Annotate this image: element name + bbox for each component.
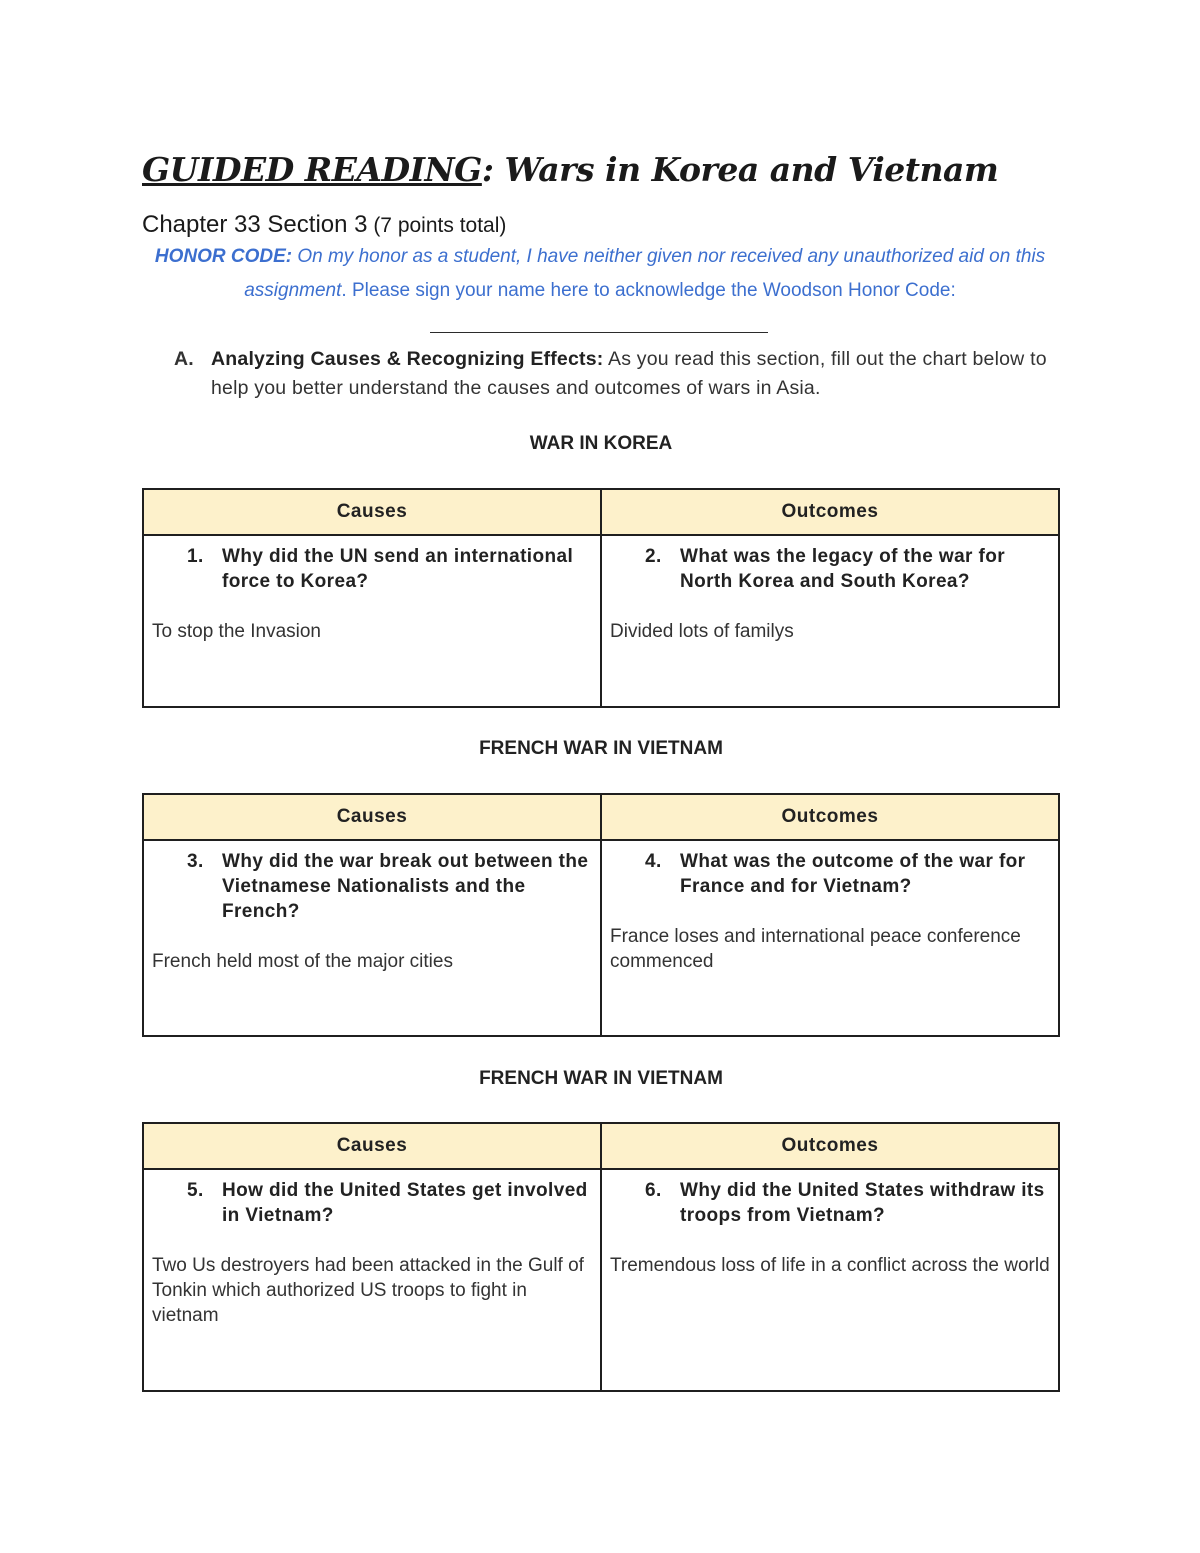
cause-cell[interactable] <box>143 535 601 707</box>
causes-header: Causes <box>143 1123 601 1169</box>
question <box>152 849 592 924</box>
outcome-cell[interactable] <box>601 840 1059 1036</box>
question <box>610 544 1050 594</box>
answer-text: To stop the Invasion <box>152 621 321 642</box>
section-heading: Analyzing Causes & Recognizing Effects: <box>211 348 604 370</box>
question <box>610 1178 1050 1228</box>
cause-cell[interactable] <box>143 840 601 1036</box>
answer-text: Two Us destroyers had been attacked in the Gulf of Tonkin which authorized US troops to fight in vietnam <box>152 1255 584 1326</box>
title-rest: : Wars in Korea and Vietnam <box>481 150 999 189</box>
honor-code-label: HONOR CODE: <box>154 246 293 267</box>
outcomes-header: Outcomes <box>601 489 1059 535</box>
section-a-instructions <box>174 345 1054 403</box>
title-main: GUIDED READING <box>142 150 482 189</box>
question-number: 1. <box>187 546 204 567</box>
causes-header: Causes <box>143 794 601 840</box>
question-number: 4. <box>645 851 662 872</box>
honor-code <box>150 240 1050 308</box>
chart-title-us-war: FRENCH WAR IN VIETNAM <box>479 1068 723 1089</box>
question-number: 5. <box>187 1180 204 1201</box>
cause-cell[interactable] <box>143 1169 601 1391</box>
chapter-section: Chapter 33 Section 3 <box>142 211 368 238</box>
section-text: As you read this section, fill out the chart below to help you better understand the causes and outcomes of wars in Asia. <box>211 348 1047 399</box>
question-number: 6. <box>645 1180 662 1201</box>
chart-title-korea: WAR IN KOREA <box>529 433 673 454</box>
page-subtitle <box>142 211 506 239</box>
chart-table-french-war <box>142 793 1060 1037</box>
question-text: Why did the UN send an international force to Korea? <box>222 546 574 592</box>
signature-line[interactable] <box>430 332 768 333</box>
chart-table-korea <box>142 488 1060 708</box>
answer-text: Divided lots of familys <box>610 621 794 642</box>
honor-code-instruction: . Please sign your name here to acknowledge the Woodson Honor Code: <box>341 280 956 301</box>
question-text: What was the legacy of the war for North Korea and South Korea? <box>680 546 1006 592</box>
page-title <box>142 150 998 189</box>
question-text: What was the outcome of the war for France and for Vietnam? <box>680 851 1026 897</box>
answer-text: France loses and international peace conference commenced <box>610 926 1021 972</box>
section-letter: A. <box>174 348 194 370</box>
honor-code-text: On my honor as a student, I have neither given nor received any unauthorized aid on this assignment <box>244 246 1046 301</box>
outcomes-header: Outcomes <box>601 794 1059 840</box>
question <box>152 544 592 594</box>
question-number: 3. <box>187 851 204 872</box>
answer-text: French held most of the major cities <box>152 951 453 972</box>
question <box>610 849 1050 899</box>
question-number: 2. <box>645 546 662 567</box>
chart-title-french-war: FRENCH WAR IN VIETNAM <box>479 738 723 759</box>
answer-text: Tremendous loss of life in a conflict across the world <box>610 1255 1050 1276</box>
question-text: Why did the war break out between the Vietnamese Nationalists and the French? <box>222 851 589 922</box>
chart-table-us-war <box>142 1122 1060 1392</box>
question-text: How did the United States get involved in Vietnam? <box>222 1180 588 1226</box>
points-total: (7 points total) <box>367 214 507 237</box>
question <box>152 1178 592 1228</box>
outcome-cell[interactable] <box>601 535 1059 707</box>
outcome-cell[interactable] <box>601 1169 1059 1391</box>
outcomes-header: Outcomes <box>601 1123 1059 1169</box>
question-text: Why did the United States withdraw its troops from Vietnam? <box>680 1180 1045 1226</box>
causes-header: Causes <box>143 489 601 535</box>
